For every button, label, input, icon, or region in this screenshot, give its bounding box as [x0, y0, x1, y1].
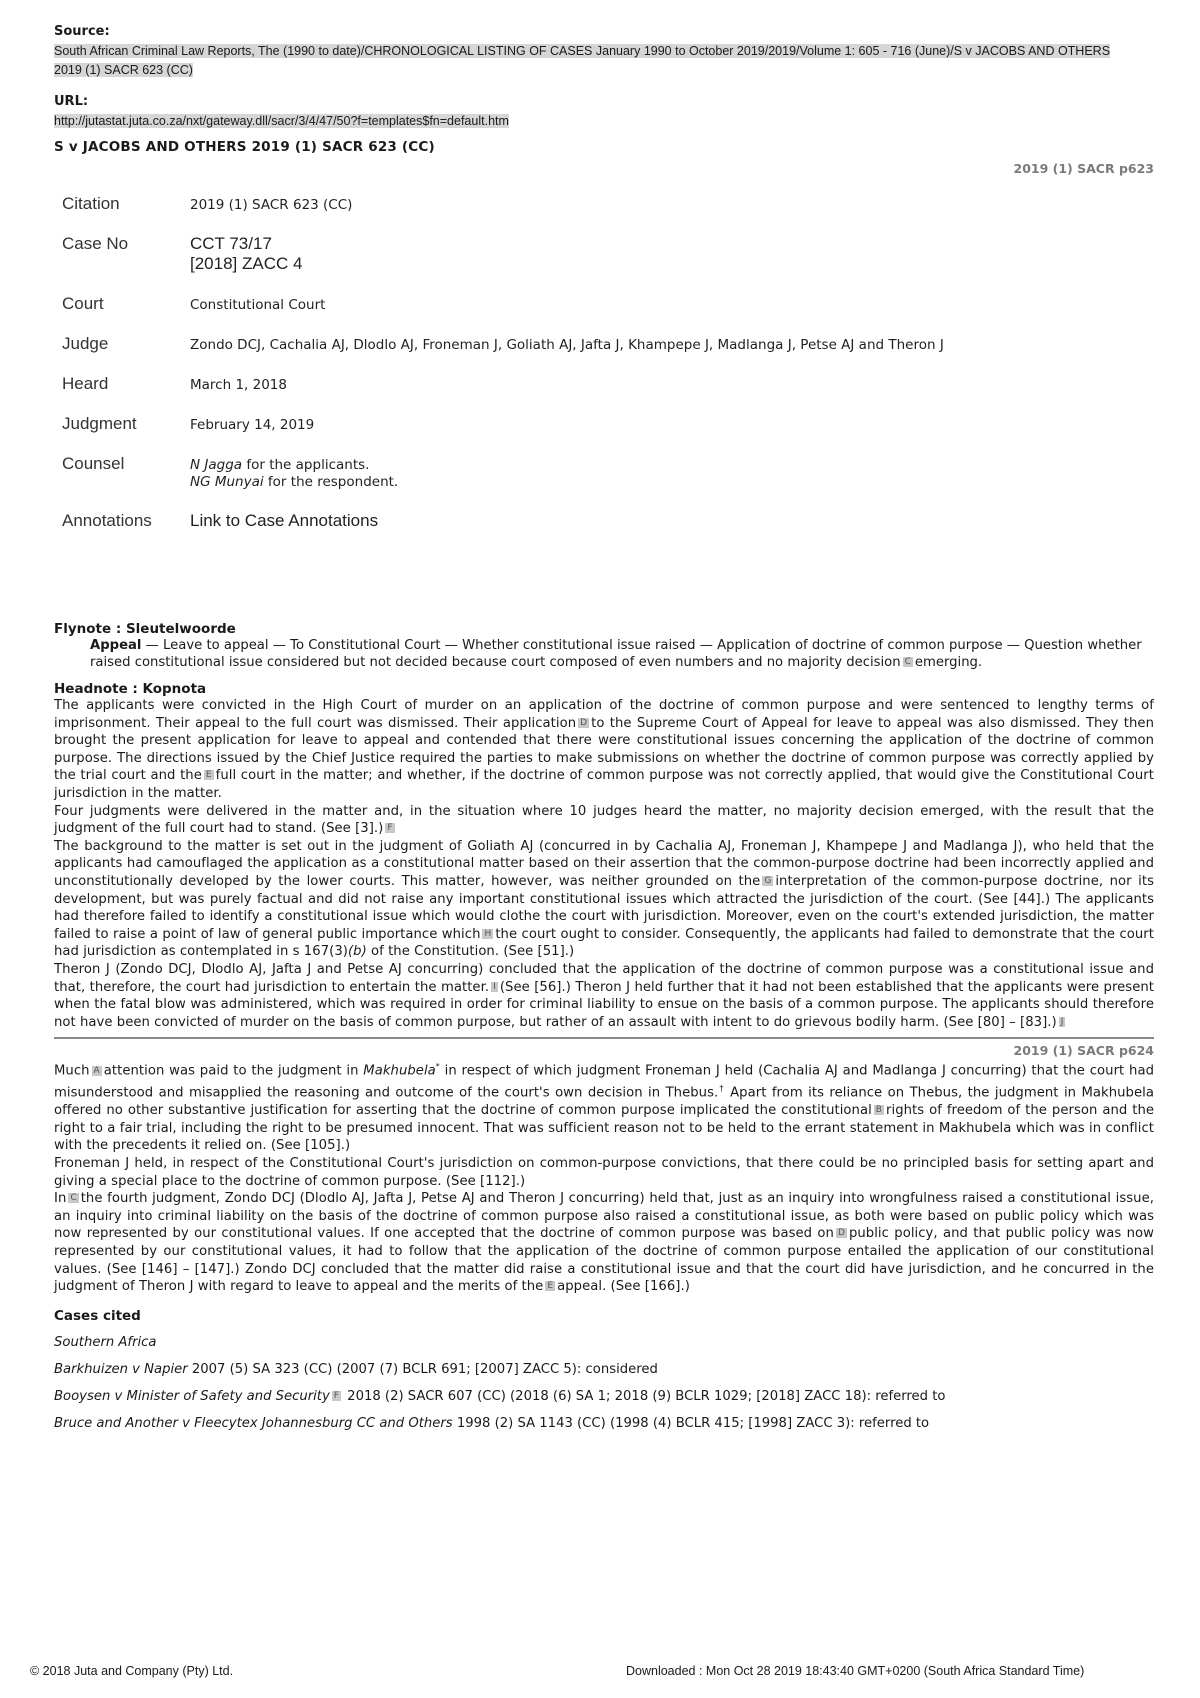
source-link[interactable]: South African Criminal Law Reports, The (1990 to date)/CHRONOLOGICAL LISTING OF CASES January 1990 to October 2019/2019/Volume 1: 605 - 716 (June)/S v JACOBS AND OTHERS 2019 (1) SACR 623 (CC): [54, 44, 1111, 77]
case-2-ref: 2018 (2) SACR 607 (CC) (2018 (6) SA 1; 2018 (9) BCLR 1029; [2018] ZACC 18): referred to: [342, 1388, 946, 1404]
case-no-label: Case No: [62, 234, 129, 253]
margin-marker-j: J: [1060, 1016, 1064, 1027]
copyright-notice: © 2018 Juta and Company (Pty) Ltd.: [30, 1664, 234, 1678]
case-cited-2: [54, 1388, 1154, 1405]
p5-c: in respect of which judgment Froneman J held (Cachalia AJ and Madlanga J concurring) that the court had misunderstood and misapplied the reasoning and outcome of the court's own decision in Thebus.: [54, 1063, 1154, 1101]
headnote-paragraph-5: [54, 1058, 1154, 1155]
p7-b: the fourth judgment, Zondo DCJ (Dlodlo AJ, Jafta J, Petse AJ and Theron J concurring) held that, just as an inquiry into wrongfulness raised a constitutional issue, an inquiry into criminal liability on the basis of the doctrine of common purpose also raised a constitutional issue, as both were based on public policy which was now represented by our constitutional values. If one accepted that the doctrine of common purpose was based on: [54, 1191, 1154, 1242]
counsel-applicants-role: for the applicants.: [242, 457, 370, 473]
source-label: Source:: [54, 24, 110, 39]
hn3-c: the court ought to consider. Consequently, the applicants had failed to demonstrate that the court had jurisdiction as contemplated in s 167(3): [54, 926, 1155, 960]
headnote-paragraph-1: [54, 697, 1154, 803]
headnote-heading: Headnote : Kopnota: [54, 681, 207, 697]
counsel-applicants: [190, 457, 944, 474]
case-no-zacc: [2018] ZACC 4: [190, 254, 303, 273]
margin-marker-g: G: [764, 875, 772, 886]
hn2: Four judgments were delivered in the matter and, in the situation where 10 judges heard the matter, no majority decision emerged, with the result that the judgment of the full court had to stand. (See [3].): [54, 803, 1154, 837]
flynote-body-end: emerging.: [914, 655, 983, 670]
footnote-ref-1[interactable]: *: [435, 1062, 440, 1072]
p5-b: attention was paid to the judgment in: [103, 1063, 364, 1079]
annotations-row: [62, 511, 944, 551]
judge-label: Judge: [62, 334, 109, 353]
margin-marker-h: H: [484, 928, 492, 939]
download-timestamp: Downloaded : Mon Oct 28 2019 18:43:40 GMT+0200 (South Africa Standard Time): [626, 1664, 1085, 1678]
judge-value: Zondo DCJ, Cachalia AJ, Dlodlo AJ, Froneman J, Goliath AJ, Jafta J, Khampepe J, Madlanga J, Petse AJ and Theron J: [190, 337, 944, 353]
case-cited-1: [54, 1361, 1154, 1378]
counsel-applicants-name: N Jagga: [190, 457, 243, 473]
margin-marker-d2: D: [837, 1228, 845, 1239]
p5-d: Apart from its reliance on Thebus, the judgment in Makhubela offered no other substantive justification for asserting that the doctrine of common purpose implicated the constitutional: [54, 1085, 1154, 1119]
case-no-row: [62, 234, 944, 294]
hn1-a: The applicants were convicted in the High Court of murder on an application of the doctrine of common purpose and were sentenced to lengthy terms of imprisonment. Their appeal to the full court was dismissed. Their application: [54, 698, 1154, 731]
url-label: URL:: [54, 94, 89, 109]
cases-cited-heading: Cases cited: [54, 1307, 141, 1324]
judgment-row: [62, 414, 944, 454]
hn4-a: Theron J (Zondo DCJ, Dlodlo AJ, Jafta J and Petse AJ concurring) concluded that the application of the doctrine of common purpose was a constitutional issue and that, therefore, the court had jurisdiction to entertain the matter.: [54, 961, 1154, 995]
court-row: [62, 294, 944, 334]
judge-row: [62, 334, 944, 374]
flynote-heading: Flynote : Sleutelwoorde: [54, 621, 236, 637]
footnote-ref-2[interactable]: †: [718, 1084, 725, 1094]
document: [54, 24, 1154, 1432]
case-annotations-link[interactable]: Link to Case Annotations: [190, 511, 379, 530]
court-value: Constitutional Court: [190, 297, 326, 313]
case-1-ref: 2007 (5) SA 323 (CC) (2007 (7) BCLR 691; [2007] ZACC 5): considered: [187, 1361, 658, 1377]
case-cited-3: [54, 1415, 1154, 1432]
citation-row: [62, 194, 944, 234]
court-label: Court: [62, 294, 104, 313]
hn3-b: interpretation of the common-purpose doctrine, nor its development, but was purely factual and did not raise any important constitutional issues which attracted the jurisdiction of the court. (See [44].) The applicants had therefore failed to identify a constitutional issue which would clothe the court with jurisdiction. Moreover, even on the court's extended jurisdiction, the matter failed to raise a point of law of general public importance which: [54, 873, 1155, 942]
flynote-body: — Leave to appeal — To Constitutional Court — Whether constitutional issue raised — Application of doctrine of common purpose — Question whether raised constitutional issue considered but not decided because court composed of even numbers and no majority decision: [90, 638, 1142, 670]
headnote-paragraph-4: [54, 961, 1154, 1031]
cases-region: Southern Africa: [54, 1334, 157, 1350]
case-1-name: Barkhuizen v Napier: [54, 1361, 188, 1377]
case-3-ref: 1998 (2) SA 1143 (CC) (1998 (4) BCLR 415; [1998] ZACC 3): referred to: [452, 1415, 930, 1431]
annotations-label: Annotations: [62, 511, 152, 530]
headnote-paragraph-7: [54, 1190, 1154, 1296]
margin-marker-c2: C: [70, 1193, 77, 1204]
margin-marker-a: A: [93, 1065, 100, 1076]
p5-a: Much: [54, 1063, 90, 1079]
margin-marker-e: E: [205, 770, 212, 781]
hn4-b: (See [56].) Theron J held further that it had not been established that the applicants were present when the fatal blow was administered, which was required in order for criminal liability to ensue on the basis of a common purpose. The applicants should therefore not have been convicted of murder on the basis of common purpose, but rather of an assault with intent to do grievous bodily harm. (See [80] – [83].): [54, 979, 1155, 1030]
citation-label: Citation: [62, 194, 120, 213]
headnote-paragraph-2: [54, 803, 1154, 838]
p5-e: rights of freedom of the person and the right to a fair trial, including the right to be presumed innocent. That was sufficient reason not to be held to the errant statement in Makhubela which was in conflict with the precedents it relied on. (See [105].): [54, 1103, 1155, 1154]
margin-marker-f: F: [387, 823, 393, 834]
page-divider: [54, 1037, 1154, 1039]
margin-marker-c: C: [904, 657, 911, 667]
case-no-value: CCT 73/17: [190, 234, 272, 253]
counsel-respondent-role: for the respondent.: [263, 474, 399, 490]
case-2-name: Booysen v Minister of Safety and Security: [54, 1388, 330, 1404]
case-title: S v JACOBS AND OTHERS 2019 (1) SACR 623 (CC): [54, 139, 435, 155]
heard-label: Heard: [62, 374, 109, 393]
case-3-name: Bruce and Another v Fleecytex Johannesburg CC and Others: [54, 1415, 453, 1431]
footer: [30, 1664, 1180, 1678]
p7-d: appeal. (See [166].): [557, 1279, 690, 1295]
hn3-italic: (b): [347, 944, 367, 960]
counsel-respondent-name: NG Munyai: [190, 474, 264, 490]
p7-a: In: [54, 1191, 67, 1207]
counsel-row: [62, 454, 944, 511]
heard-value: March 1, 2018: [190, 377, 287, 393]
margin-marker-i: I: [493, 981, 496, 992]
counsel-label: Counsel: [62, 454, 125, 473]
judgment-value: February 14, 2019: [190, 417, 315, 433]
headnote-paragraph-6: Froneman J held, in respect of the Constitutional Court's jurisdiction on common-purpose convictions, that there could be no principled basis for setting apart and giving a special place to the doctrine of common purpose. (See [112].): [54, 1156, 1154, 1189]
margin-marker-b: B: [875, 1105, 883, 1116]
hn1-c: full court in the matter; and whether, if the doctrine of common purpose was not correctly applied, that would give the Constitutional Court jurisdiction in the matter.: [54, 768, 1154, 801]
case-metadata-table: [62, 194, 944, 551]
flynote-lead: Appeal: [90, 638, 142, 653]
margin-marker-d: D: [580, 717, 588, 728]
page-reference: 2019 (1) SACR p623: [1013, 161, 1154, 176]
headnote-paragraph-3: [54, 838, 1154, 961]
page-reference-2: 2019 (1) SACR p624: [1013, 1043, 1154, 1059]
flynote-text: [90, 637, 1154, 671]
margin-marker-e2: E: [547, 1281, 554, 1292]
hn1-b: to the Supreme Court of Appeal for leave to appeal was also dismissed. They then brought the present application for leave to appeal and contended that there were constitutional issues concerning the application of the doctrine of common purpose. The directions issued by the Chief Justice required the parties to make submissions on whether the doctrine of common purpose was correctly applied by the trial court and the: [54, 715, 1154, 784]
hn3-a: The background to the matter is set out in the judgment of Goliath AJ (concurred in by Cachalia AJ, Froneman J, Khampepe J and Madlanga J), who held that the applicants had camouflaged the application as a constitutional matter based on their assertion that the common-purpose doctrine had been incorrectly applied and unconstitutionally developed by the lower courts. This matter, however, was neither grounded on the: [54, 838, 1154, 889]
margin-marker-f2: F: [333, 1390, 339, 1401]
p7-c: public policy, and that public policy was now represented by our constitutional values, it had to follow that the application of the doctrine of common purpose entailed the application of our constitutional values. (See [146] – [147].) Zondo DCJ concluded that the matter did raise a constitutional issue and that the court did have jurisdiction, and he concurred in the judgment of Theron J with regard to leave to appeal and the merits of the: [54, 1226, 1155, 1295]
url-link[interactable]: http://jutastat.juta.co.za/nxt/gateway.dll/sacr/3/4/47/50?f=templates$fn=default.htm: [54, 114, 509, 128]
citation-value: 2019 (1) SACR 623 (CC): [190, 197, 353, 213]
counsel-respondent: [190, 474, 944, 491]
heard-row: [62, 374, 944, 414]
hn3-e: of the Constitution. (See [51].): [366, 944, 575, 960]
judgment-label: Judgment: [62, 414, 137, 433]
p5-italic: Makhubela: [363, 1063, 436, 1079]
